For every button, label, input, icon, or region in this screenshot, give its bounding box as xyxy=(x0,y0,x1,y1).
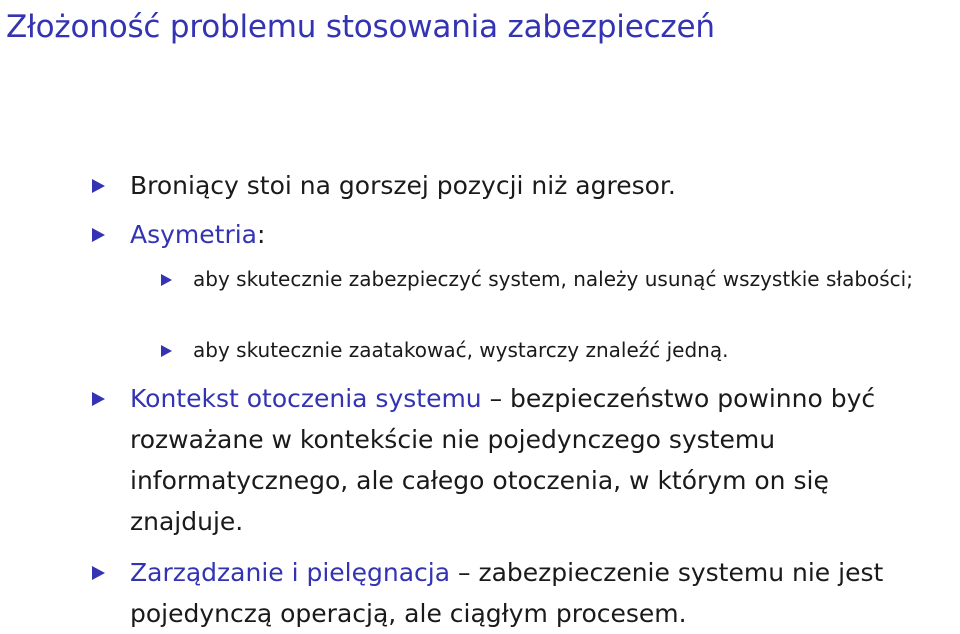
bullet-item-4-highlight: Zarządzanie i pielęgnacja xyxy=(130,558,451,587)
sub-item-1 xyxy=(193,262,960,297)
bullet-item-3-text: – bezpieczeństwo powinno być rozważane w kontekście nie pojedynczego systemu informatycznego, ale całego otoczenia, w którym on się znajduje. xyxy=(130,384,876,536)
small-triangle-bullet-icon xyxy=(161,274,172,286)
triangle-bullet-icon xyxy=(92,179,105,193)
bullet-item-4 xyxy=(130,552,945,634)
triangle-bullet-icon xyxy=(92,566,105,580)
bullet-item-1-text: Broniący stoi na gorszej pozycji niż agresor. xyxy=(130,171,676,200)
bullet-item-2-text: : xyxy=(257,220,266,249)
bullet-item-2 xyxy=(130,214,945,255)
triangle-bullet-icon xyxy=(92,392,105,406)
sub-item-2-text: aby skutecznie zaatakować, wystarczy znaleźć jedną. xyxy=(193,338,729,362)
bullet-item-3 xyxy=(130,378,945,542)
small-triangle-bullet-icon xyxy=(161,345,172,357)
sub-item-1-text: aby skutecznie zabezpieczyć system, należy usunąć wszystkie słabości; xyxy=(193,267,913,291)
bullet-item-3-highlight: Kontekst otoczenia systemu xyxy=(130,384,482,413)
sub-item-2 xyxy=(193,333,960,368)
bullet-item-1 xyxy=(130,165,945,206)
triangle-bullet-icon xyxy=(92,228,105,242)
slide-title: Złożoność problemu stosowania zabezpieczeń xyxy=(6,9,715,45)
bullet-item-2-highlight: Asymetria xyxy=(130,220,258,249)
bullet-item-4-text: – zabezpieczenie systemu nie jest pojedynczą operacją, ale ciągłym procesem. xyxy=(130,558,884,628)
